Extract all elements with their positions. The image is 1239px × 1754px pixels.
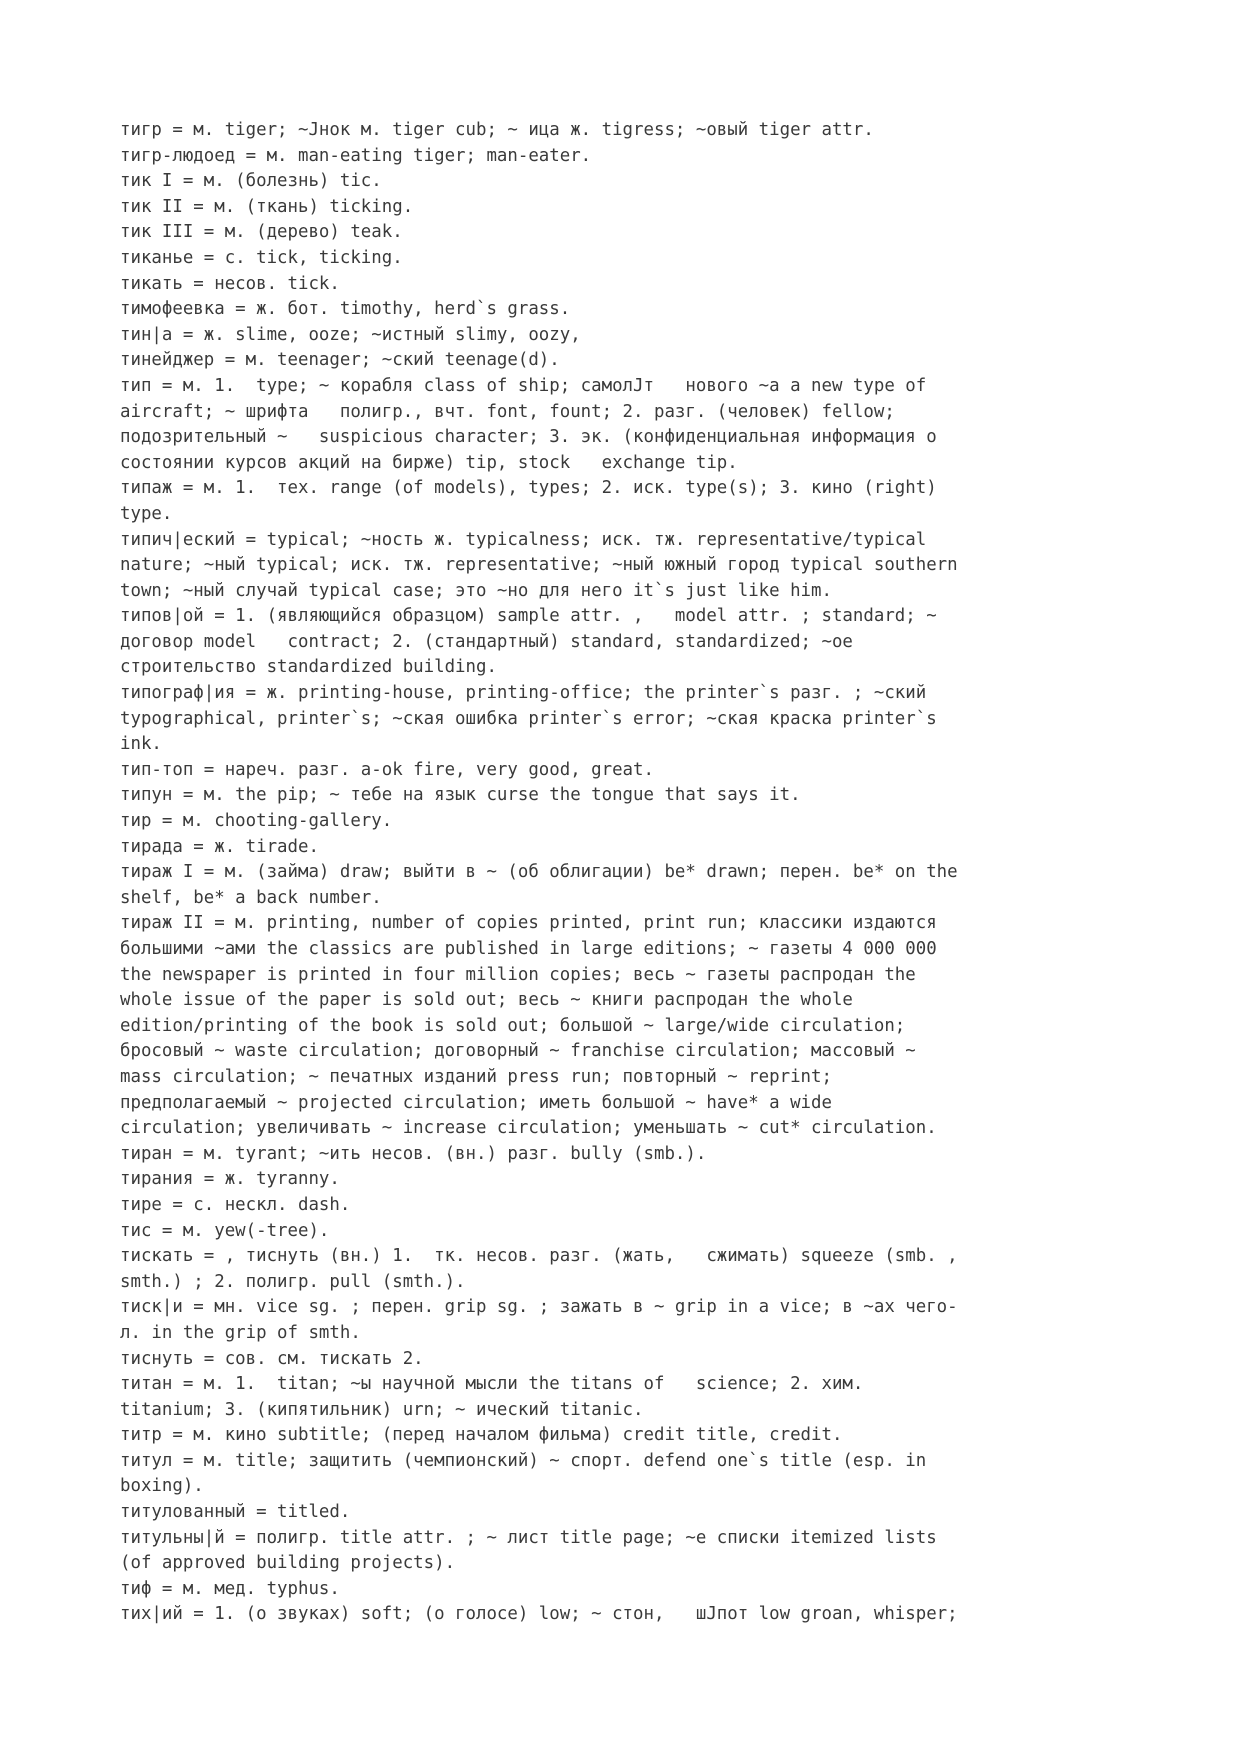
text-line: тиран = м. tyrant; ~ить несов. (вн.) разг. bully (smb.).	[120, 1143, 707, 1164]
text-line: тир = м. chooting-gallery.	[120, 811, 393, 832]
text-line: титул = м. title; защитить (чемпионский) ~ спорт. defend one`s title (esp. in	[120, 1450, 927, 1471]
text-line: тин|а = ж. slime, ooze; ~истный slimy, oozy,	[120, 324, 581, 345]
text-line: тиснуть = сов. см. тискать 2.	[120, 1348, 424, 1369]
dictionary-page	[120, 118, 1130, 1628]
text-line: тип = м. 1. type; ~ корабля class of ship; самолJт нового ~а a new type of	[120, 375, 927, 396]
text-line: состоянии курсов акций на бирже) tip, stock exchange tip.	[120, 452, 738, 473]
text-line: тигр = м. tiger; ~Jнок м. tiger cub; ~ ица ж. tigress; ~овый tiger attr.	[120, 120, 874, 140]
text-line: тирада = ж. tirade.	[120, 836, 319, 857]
text-line: титульны|й = полигр. title attr. ; ~ лист title page; ~е списки itemized lists	[120, 1527, 937, 1548]
text-line: the newspaper is printed in four million copies; весь ~ газеты распродан the	[120, 964, 916, 985]
text-line: титан = м. 1. titan; ~ы научной мысли the titans of science; 2. хим.	[120, 1374, 864, 1395]
text-line: тиск|и = мн. vice sg. ; перен. grip sg. ; зажать в ~ grip in a vice; в ~ах чего-	[120, 1297, 958, 1318]
text-line: тик I = м. (болезнь) tic.	[120, 171, 382, 192]
text-line: ink.	[120, 734, 162, 755]
text-line: типов|ой = 1. (являющийся образцом) sample attr. , model attr. ; standard; ~	[120, 606, 937, 627]
text-line: предполагаемый ~ projected circulation; иметь большой ~ have* a wide	[120, 1092, 832, 1113]
text-line: тимофеевка = ж. бот. timothy, herd`s grass.	[120, 299, 571, 320]
text-line: тип-топ = нареч. разг. a-ok fire, very good, great.	[120, 759, 654, 780]
text-line: тиф = м. мед. typhus.	[120, 1578, 340, 1599]
text-line: circulation; увеличивать ~ increase circulation; уменьшать ~ cut* circulation.	[120, 1118, 937, 1139]
text-line: тираж II = м. printing, number of copies printed, print run; классики издаются	[120, 913, 937, 934]
text-line: shelf, be* a back number.	[120, 887, 382, 908]
text-line: smth.) ; 2. полигр. pull (smth.).	[120, 1271, 466, 1292]
text-line: бросовый ~ waste circulation; договорный ~ franchise circulation; массовый ~	[120, 1041, 916, 1062]
text-line: aircraft; ~ шрифта полигр., вчт. font, fount; 2. разг. (человек) fellow;	[120, 401, 895, 422]
text-line: (of approved building projects).	[120, 1553, 456, 1574]
text-line: тинейджер = м. teenager; ~ский teenage(d).	[120, 350, 560, 371]
text-line: титр = м. кино subtitle; (перед началом фильма) credit title, credit.	[120, 1425, 843, 1446]
text-line: town; ~ный случай typical case; это ~но для него it`s just like him.	[120, 580, 832, 601]
text-line: boxing).	[120, 1476, 204, 1497]
text-line: тих|ий = 1. (о звуках) soft; (о голосе) low; ~ стон, шJпот low groan, whisper;	[120, 1604, 958, 1625]
text-line: типун = м. the pip; ~ тебе на язык curse the tongue that says it.	[120, 785, 801, 806]
text-line: тирания = ж. tyranny.	[120, 1169, 340, 1190]
text-line: тискать = , тиснуть (вн.) 1. тк. несов. разг. (жать, сжимать) squeeze (smb. ,	[120, 1246, 958, 1267]
text-line: тис = м. yew(-tree).	[120, 1220, 330, 1241]
text-line: л. in the grip of smth.	[120, 1322, 361, 1343]
text-line: titanium; 3. (кипятильник) urn; ~ ический titanic.	[120, 1399, 644, 1420]
text-line: типич|еский = typical; ~ность ж. typicalness; иск. тж. representative/typical	[120, 529, 927, 550]
text-line: договор model contract; 2. (стандартный) standard, standardized; ~ое	[120, 631, 853, 652]
text-line: титулованный = titled.	[120, 1502, 351, 1523]
text-line: тиканье = с. tick, ticking.	[120, 247, 403, 268]
text-line: whole issue of the paper is sold out; весь ~ книги распродан the whole	[120, 990, 853, 1011]
text-line: подозрительный ~ suspicious character; 3. эк. (конфиденциальная информация о	[120, 427, 937, 448]
text-line: большими ~ами the classics are published in large editions; ~ газеты 4 000 000	[120, 939, 937, 959]
text-line: typographical, printer`s; ~ская ошибка printer`s error; ~ская краска printer`s	[120, 708, 937, 729]
text-line: тираж I = м. (займа) draw; выйти в ~ (об облигации) be* drawn; перен. be* on the	[120, 862, 958, 883]
text-line: тик III = м. (дерево) teak.	[120, 222, 403, 243]
text-line: mass circulation; ~ печатных изданий press run; повторный ~ reprint;	[120, 1066, 832, 1087]
text-line: edition/printing of the book is sold out; большой ~ large/wide circulation;	[120, 1015, 906, 1036]
text-line: типограф|ия = ж. printing-house, printing-office; the printer`s разг. ; ~ский	[120, 683, 927, 704]
text-line: типаж = м. 1. тех. range (of models), types; 2. иск. type(s); 3. кино (right)	[120, 478, 937, 499]
text-line: строительство standardized building.	[120, 657, 497, 678]
text-line: nature; ~ный typical; иск. тж. representative; ~ный южный город typical southern	[120, 555, 958, 576]
text-line: type.	[120, 503, 173, 524]
text-line: тик II = м. (ткань) ticking.	[120, 196, 414, 217]
text-line: тикать = несов. tick.	[120, 273, 340, 294]
text-line: тире = с. нескл. dash.	[120, 1194, 351, 1215]
text-line: тигр-людоед = м. man-eating tiger; man-eater.	[120, 145, 592, 166]
